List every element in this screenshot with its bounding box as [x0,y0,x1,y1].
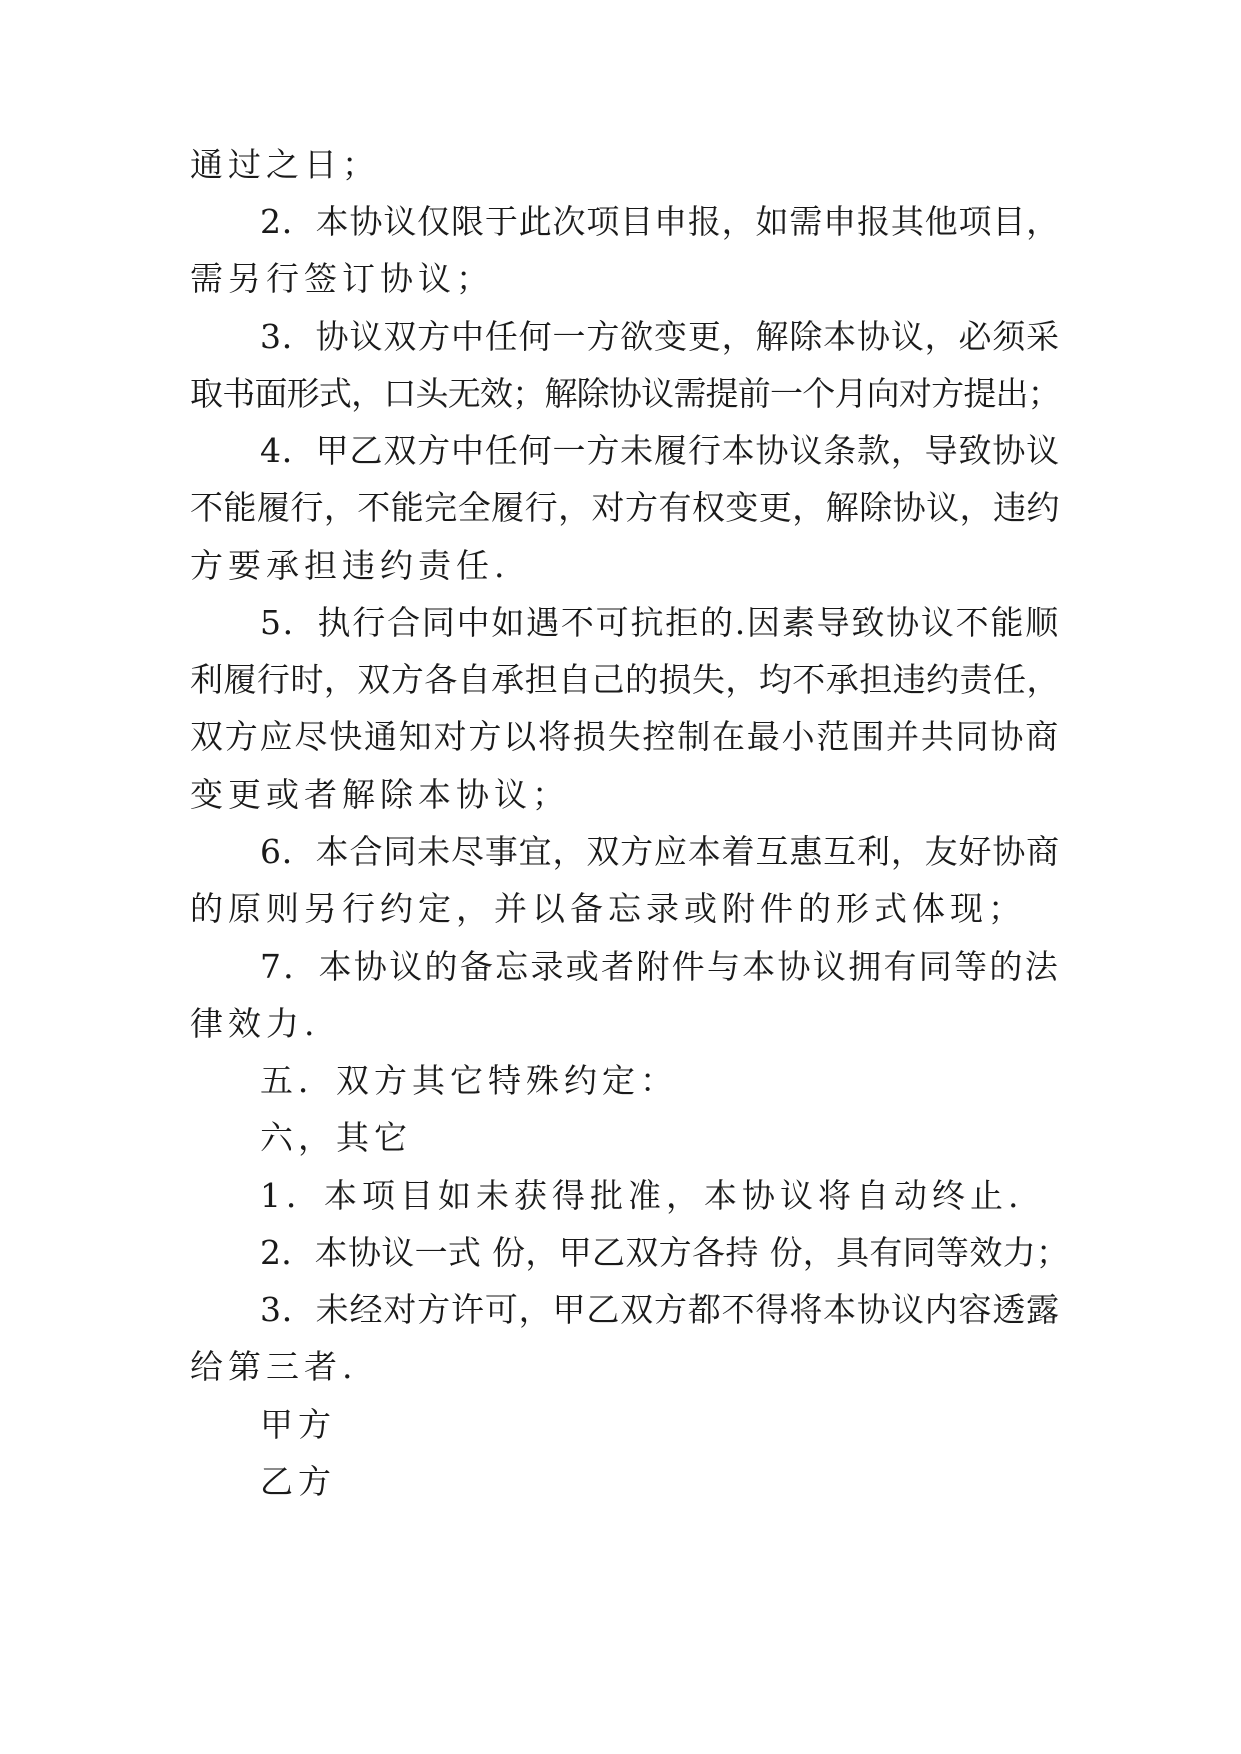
party-b-label: 乙方 [260,1462,336,1501]
section-heading: 六，其它 [260,1118,412,1157]
text-line: 2．本协议一式 份，甲乙双方各持 份，具有同等效力； [260,1233,1070,1272]
text-line: 1．本项目如未获得批准，本协议将自动终止. [260,1176,1024,1215]
text-line: 5．执行合同中如遇不可抗拒的.因素导致协议不能顺 [260,603,1060,642]
text-line: 需另行签订协议； [190,259,494,298]
text-line: 方要承担违约责任. [190,546,510,585]
party-a-label: 甲方 [260,1405,336,1444]
text-line: 不能履行，不能完全履行，对方有权变更，解除协议，违约 [190,488,1060,527]
text-line: 7．本协议的备忘录或者附件与本协议拥有同等的法 [260,947,1060,986]
text-line: 取书面形式，口头无效；解除协议需提前一个月向对方提出； [190,374,1061,413]
text-line: 双方应尽快通知对方以将损失控制在最小范围并共同协商 [190,717,1060,756]
text-line: 4．甲乙双方中任何一方未履行本协议条款，导致协议 [260,431,1060,470]
text-line: 的原则另行约定，并以备忘录或附件的形式体现； [190,889,1026,928]
text-line: 给第三者. [190,1347,358,1386]
section-heading: 五．双方其它特殊约定： [260,1061,678,1100]
text-line: 利履行时，双方各自承担自己的损失，均不承担违约责任， [190,660,1060,699]
text-line: 变更或者解除本协议； [190,775,570,814]
text-line: 6．本合同未尽事宜，双方应本着互惠互利，友好协商 [260,832,1060,871]
text-line: 律效力. [190,1004,320,1043]
text-line: 通过之日； [190,145,380,184]
text-line: 3．协议双方中任何一方欲变更，解除本协议，必须采 [260,317,1060,356]
text-line: 3．未经对方许可，甲乙双方都不得将本协议内容透露 [260,1290,1060,1329]
text-line: 2．本协议仅限于此次项目申报，如需申报其他项目， [260,202,1060,241]
